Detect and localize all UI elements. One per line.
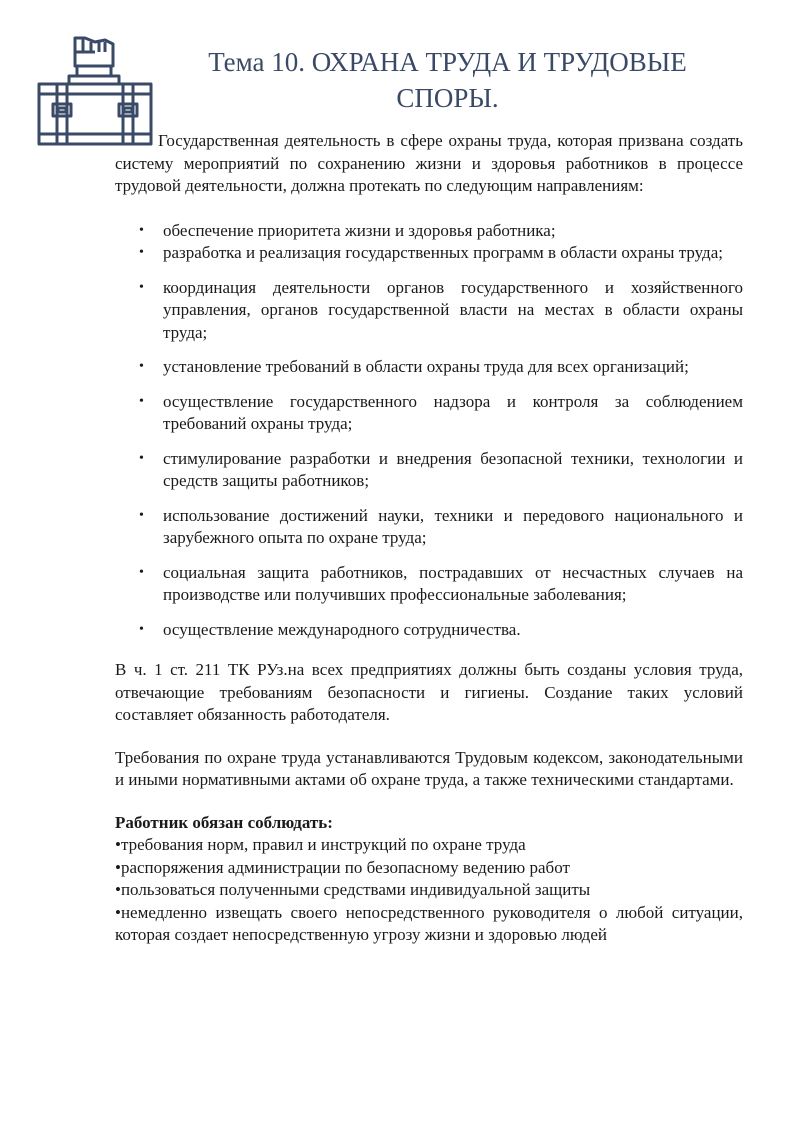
- list-item: • социальная защита работников, пострадавших от несчастных случаев на производстве или получивших профессиональные заболевания;: [139, 562, 743, 604]
- paragraph-requirements: Требования по охране труда устанавливаются Трудовым кодексом, законодательными и иными нормативными актами об охране труда, а также техническими стандартами.: [115, 747, 743, 789]
- bullet: •: [139, 450, 144, 466]
- bullet: •: [139, 564, 144, 580]
- title-line-2: СПОРЫ.: [396, 83, 499, 113]
- list-item: • координация деятельности органов государственного и хозяйственного управления, органов государственной власти на местах в области охраны труда;: [139, 277, 743, 342]
- duties-heading: Работник обязан соблюдать:: [115, 812, 333, 832]
- title-line-1: Тема 10. ОХРАНА ТРУДА И ТРУДОВЫЕ: [208, 47, 687, 77]
- duty-line: •пользоваться полученными средствами индивидуальной защиты: [115, 880, 591, 899]
- list-item: • обеспечение приоритета жизни и здоровья работника;: [115, 220, 743, 243]
- duty-line: •немедленно извещать своего непосредственного руководителя о любой ситуации, которая создает непосредственную угрозу жизни и здоровью людей: [115, 902, 743, 944]
- page-title: [175, 44, 720, 116]
- list-item: • установление требований в области охраны труда для всех организаций;: [115, 356, 743, 379]
- bullet: •: [139, 222, 144, 238]
- list-item: • осуществление международного сотрудничества.: [115, 619, 743, 642]
- list-item: • осуществление государственного надзора и контроля за соблюдением требований охраны труда;: [139, 391, 743, 433]
- intro-paragraph: Государственная деятельность в сфере охраны труда, которая призвана создать систему мероприятий по сохранению жизни и здоровья работников в процессе трудовой деятельности, должна протекать по следующим направлениям:: [115, 131, 743, 195]
- document-body: [115, 130, 743, 947]
- bullet: •: [139, 507, 144, 523]
- list-item: • разработка и реализация государственных программ в области охраны труда;: [115, 242, 743, 265]
- bullet: •: [139, 393, 144, 409]
- bullet: •: [139, 279, 144, 295]
- list-item: • использование достижений науки, техники и передового национального и зарубежного опыта по охране труда;: [139, 505, 743, 547]
- duty-line: •распоряжения администрации по безопасному ведению работ: [115, 857, 570, 877]
- paragraph-article-211: В ч. 1 ст. 211 ТК РУз.на всех предприятиях должны быть созданы условия труда, отвечающие требованиям безопасности и гигиены. Создание таких условий составляет обязанность работодателя.: [115, 660, 743, 724]
- bullet: •: [139, 245, 144, 260]
- list-item: • стимулирование разработки и внедрения безопасной техники, технологии и средств защиты работников;: [139, 448, 743, 490]
- bullet: •: [139, 621, 144, 637]
- bullet: •: [139, 359, 144, 374]
- directions-list: [115, 220, 743, 642]
- duty-line: •требования норм, правил и инструкций по охране труда: [115, 835, 526, 854]
